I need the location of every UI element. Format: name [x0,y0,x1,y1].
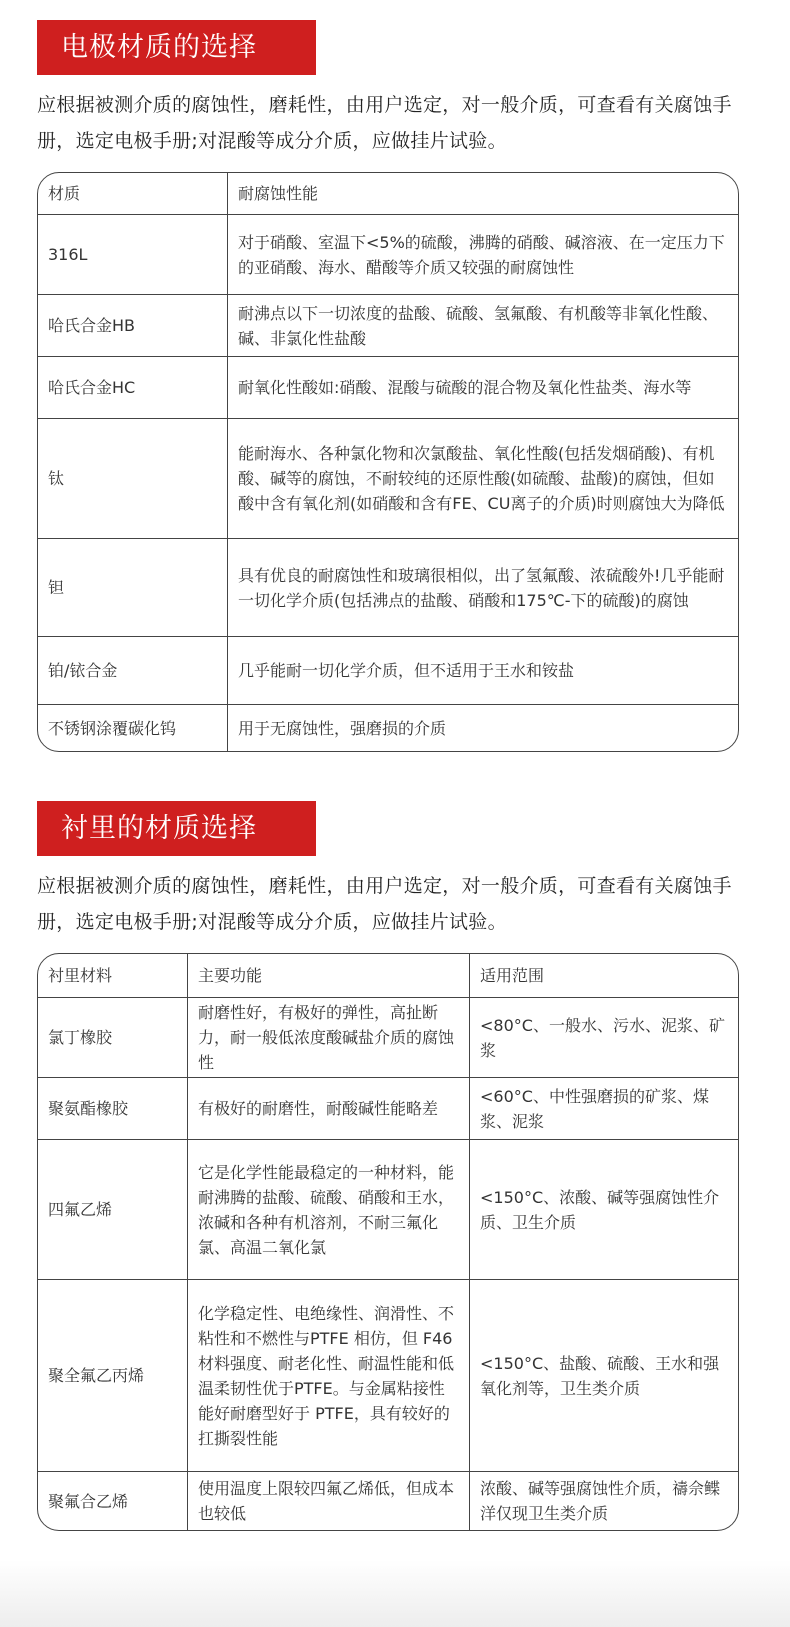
table-row [38,295,738,357]
electrode-section-title: 电极材质的选择 [37,20,316,75]
table-header-row [38,954,738,998]
corrosion-cell: 能耐海水、各种氯化物和次氯酸盐、氧化性酸(包括发烟硝酸)、有机酸、碱等的腐蚀，不耐较纯的还原性酸(如硫酸、盐酸)的腐蚀，但如酸中含有氧化剂(如硝酸和含有FE、CU离子的介质)时则腐蚀大为降低 [228,419,738,539]
electrode-material-table [37,172,739,752]
lining-material-cell: 聚氨酯橡胶 [38,1078,188,1140]
material-cell: 不锈钢涂覆碳化钨 [38,705,228,751]
material-cell: 哈氏合金HB [38,295,228,357]
table-row [38,419,738,539]
table-row [38,1280,738,1472]
table-row [38,215,738,295]
corrosion-cell: 具有优良的耐腐蚀性和玻璃很相似，出了氢氟酸、浓硫酸外!几乎能耐一切化学介质(包括沸点的盐酸、硝酸和175℃-下的硫酸)的腐蚀 [228,539,738,637]
corrosion-cell: 耐氧化性酸如:硝酸、混酸与硫酸的混合物及氧化性盐类、海水等 [228,357,738,419]
lining-intro: 应根据被测介质的腐蚀性，磨耗性，由用户选定，对一般介质，可查看有关腐蚀手册，选定电极手册;对混酸等成分介质，应做挂片试验。 [37,875,732,933]
table-header-cell: 材质 [38,173,228,215]
table-header-cell: 耐腐蚀性能 [228,173,738,215]
table-header-cell: 适用范围 [470,954,738,998]
lining-material-cell: 聚全氟乙丙烯 [38,1280,188,1472]
lining-material-cell: 氯丁橡胶 [38,998,188,1078]
table-row [38,705,738,751]
material-cell: 铂/铱合金 [38,637,228,705]
range-cell: 浓酸、碱等强腐蚀性介质，禱佘鲽洋仅现卫生类介质 [480,1479,721,1523]
range-cell: <150°C、浓酸、碱等强腐蚀性介质、卫生介质 [470,1140,738,1280]
table-row [38,1140,738,1280]
material-cell: 316L [38,215,228,295]
range-cell: <150°C、盐酸、硫酸、王水和强氧化剂等，卫生类介质 [470,1280,738,1472]
table-row [38,637,738,705]
table-row [38,357,738,419]
table-header-cell: 主要功能 [188,954,470,998]
corrosion-cell: 对于硝酸、室温下<5%的硫酸，沸腾的硝酸、碱溶液、在一定压力下的亚硝酸、海水、醋酸等介质又较强的耐腐蚀性 [228,215,738,295]
range-cell: <80°C、一般水、污水、泥浆、矿浆 [470,998,738,1078]
table-header-cell: 衬里材料 [38,954,188,998]
function-cell: 耐磨性好，有极好的弹性，高扯断力，耐一般低浓度酸碱盐介质的腐蚀性 [188,998,470,1078]
function-cell: 有极好的耐磨性，耐酸碱性能略差 [188,1078,470,1140]
electrode-intro: 应根据被测介质的腐蚀性，磨耗性，由用户选定，对一般介质，可查看有关腐蚀手册，选定电极手册;对混酸等成分介质，应做挂片试验。 [37,94,732,152]
function-cell: 使用温度上限较四氟乙烯低，但成本也较低 [188,1472,470,1530]
table-row [38,1078,738,1140]
lining-material-table [37,953,739,1531]
material-cell: 哈氏合金HC [38,357,228,419]
table-row [38,998,738,1078]
table-row [38,1472,738,1530]
function-cell: 它是化学性能最稳定的一种材料，能耐沸腾的盐酸、硫酸、硝酸和王水，浓碱和各种有机溶剂，不耐三氟化氯、高温二氧化氯 [188,1140,470,1280]
corrosion-cell: 几乎能耐一切化学介质，但不适用于王水和铵盐 [228,637,738,705]
range-cell: <60°C、中性强磨损的矿浆、煤浆、泥浆 [470,1078,738,1140]
lining-material-cell: 四氟乙烯 [38,1140,188,1280]
table-header-row [38,173,738,215]
function-cell: 化学稳定性、电绝缘性、润滑性、不粘性和不燃性与PTFE 相仿，但 F46 材料强度、耐老化性、耐温性能和低温柔韧性优于PTFE。与金属粘接性能好耐磨型好于 PTFE，具有较好的扛撕裂性能 [188,1280,470,1472]
table-row [38,539,738,637]
lining-section-title: 衬里的材质选择 [37,801,316,856]
material-cell: 钽 [38,539,228,637]
corrosion-cell: 用于无腐蚀性，强磨损的介质 [238,718,447,738]
lining-material-cell: 聚氟合乙烯 [38,1472,188,1530]
corrosion-cell: 耐沸点以下一切浓度的盐酸、硫酸、氢氟酸、有机酸等非氧化性酸、碱、非氯化性盐酸 [228,295,738,357]
material-cell: 钛 [38,419,228,539]
